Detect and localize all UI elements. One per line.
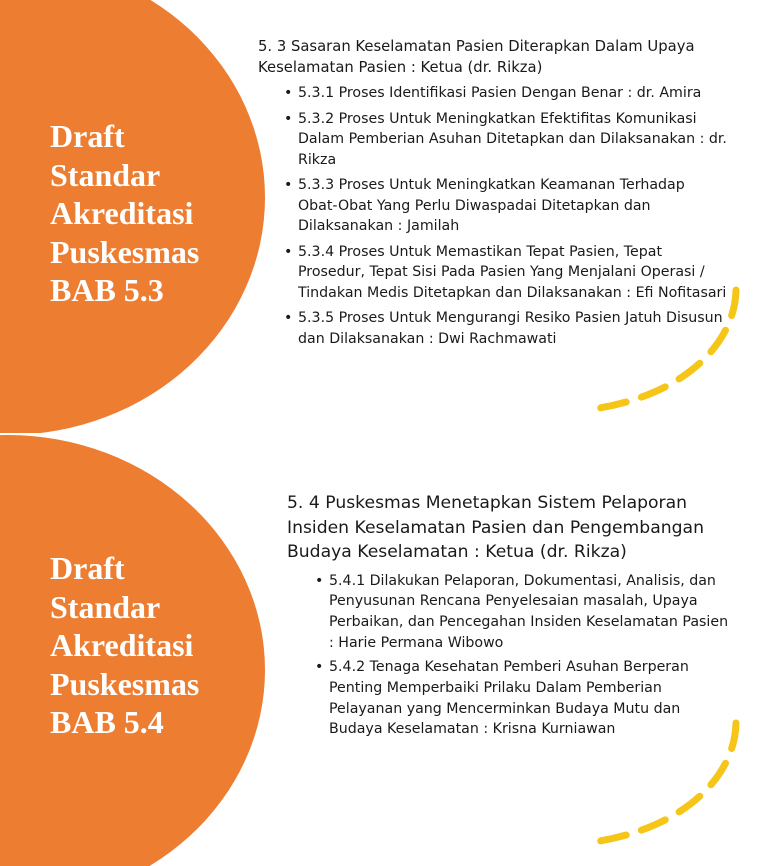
- section-heading: 5. 3 Sasaran Keselamatan Pasien Diterapkan Dalam Upaya Keselamatan Pasien : Ketua (dr. Rikza): [258, 38, 695, 76]
- list-item: • 5.3.4 Proses Untuk Memastikan Tepat Pasien, Tepat Prosedur, Tepat Sisi Pada Pasien Yang Menjalani Operasi / Tindakan Medis Ditetapkan dan Dilaksanakan : Efi Nofitasari: [298, 242, 728, 304]
- title-line: Puskesmas: [50, 665, 200, 702]
- list-item: • 5.3.5 Proses Untuk Mengurangi Resiko Pasien Jatuh Disusun dan Dilaksanakan : Dwi Rachmawati: [298, 308, 728, 349]
- bullet-list: [298, 83, 728, 349]
- title-line: Standar: [50, 156, 161, 193]
- title-line: Draft: [50, 118, 125, 154]
- title-line: Puskesmas: [50, 233, 200, 270]
- list-item: • 5.3.2 Proses Untuk Meningkatkan Efektifitas Komunikasi Dalam Pemberian Asuhan Ditetapkan dan Dilaksanakan : dr. Rikza: [298, 109, 728, 171]
- list-item: • 5.4.1 Dilakukan Pelaporan, Dokumentasi, Analisis, dan Penyusunan Rencana Penyelesaian masalah, Upaya Perbaikan, dan Pencegahan Insiden Keselamatan Pasien : Harie Permana Wibowo: [329, 571, 732, 654]
- slide-content: [258, 37, 728, 354]
- list-item: • 5.3.1 Proses Identifikasi Pasien Dengan Benar : dr. Amira: [298, 83, 728, 104]
- list-item: • 5.3.3 Proses Untuk Meningkatkan Keamanan Terhadap Obat-Obat Yang Perlu Diwaspadai Ditetapkan dan Dilaksanakan : Jamilah: [298, 175, 728, 237]
- slide-content: [287, 491, 732, 744]
- title-line: Standar: [50, 588, 161, 625]
- title-line: BAB 5.3: [50, 272, 164, 308]
- slide-title: [50, 117, 199, 310]
- slide-title: [50, 549, 199, 742]
- section-heading: 5. 4 Puskesmas Menetapkan Sistem Pelaporan Insiden Keselamatan Pasien dan Pengembangan Budaya Keselamatan : Ketua (dr. Rikza): [287, 493, 704, 562]
- list-item: • 5.4.2 Tenaga Kesehatan Pemberi Asuhan Berperan Penting Memperbaiki Prilaku Dalam Pemberian Pelayanan yang Mencerminkan Budaya Mutu dan Budaya Keselamatan : Krisna Kurniawan: [329, 657, 732, 740]
- title-line: Draft: [50, 550, 125, 586]
- title-line: Akreditasi: [50, 195, 194, 231]
- title-line: BAB 5.4: [50, 704, 164, 740]
- bullet-list: [329, 571, 732, 741]
- slide-bab-5-4: [0, 433, 768, 866]
- title-line: Akreditasi: [50, 627, 194, 663]
